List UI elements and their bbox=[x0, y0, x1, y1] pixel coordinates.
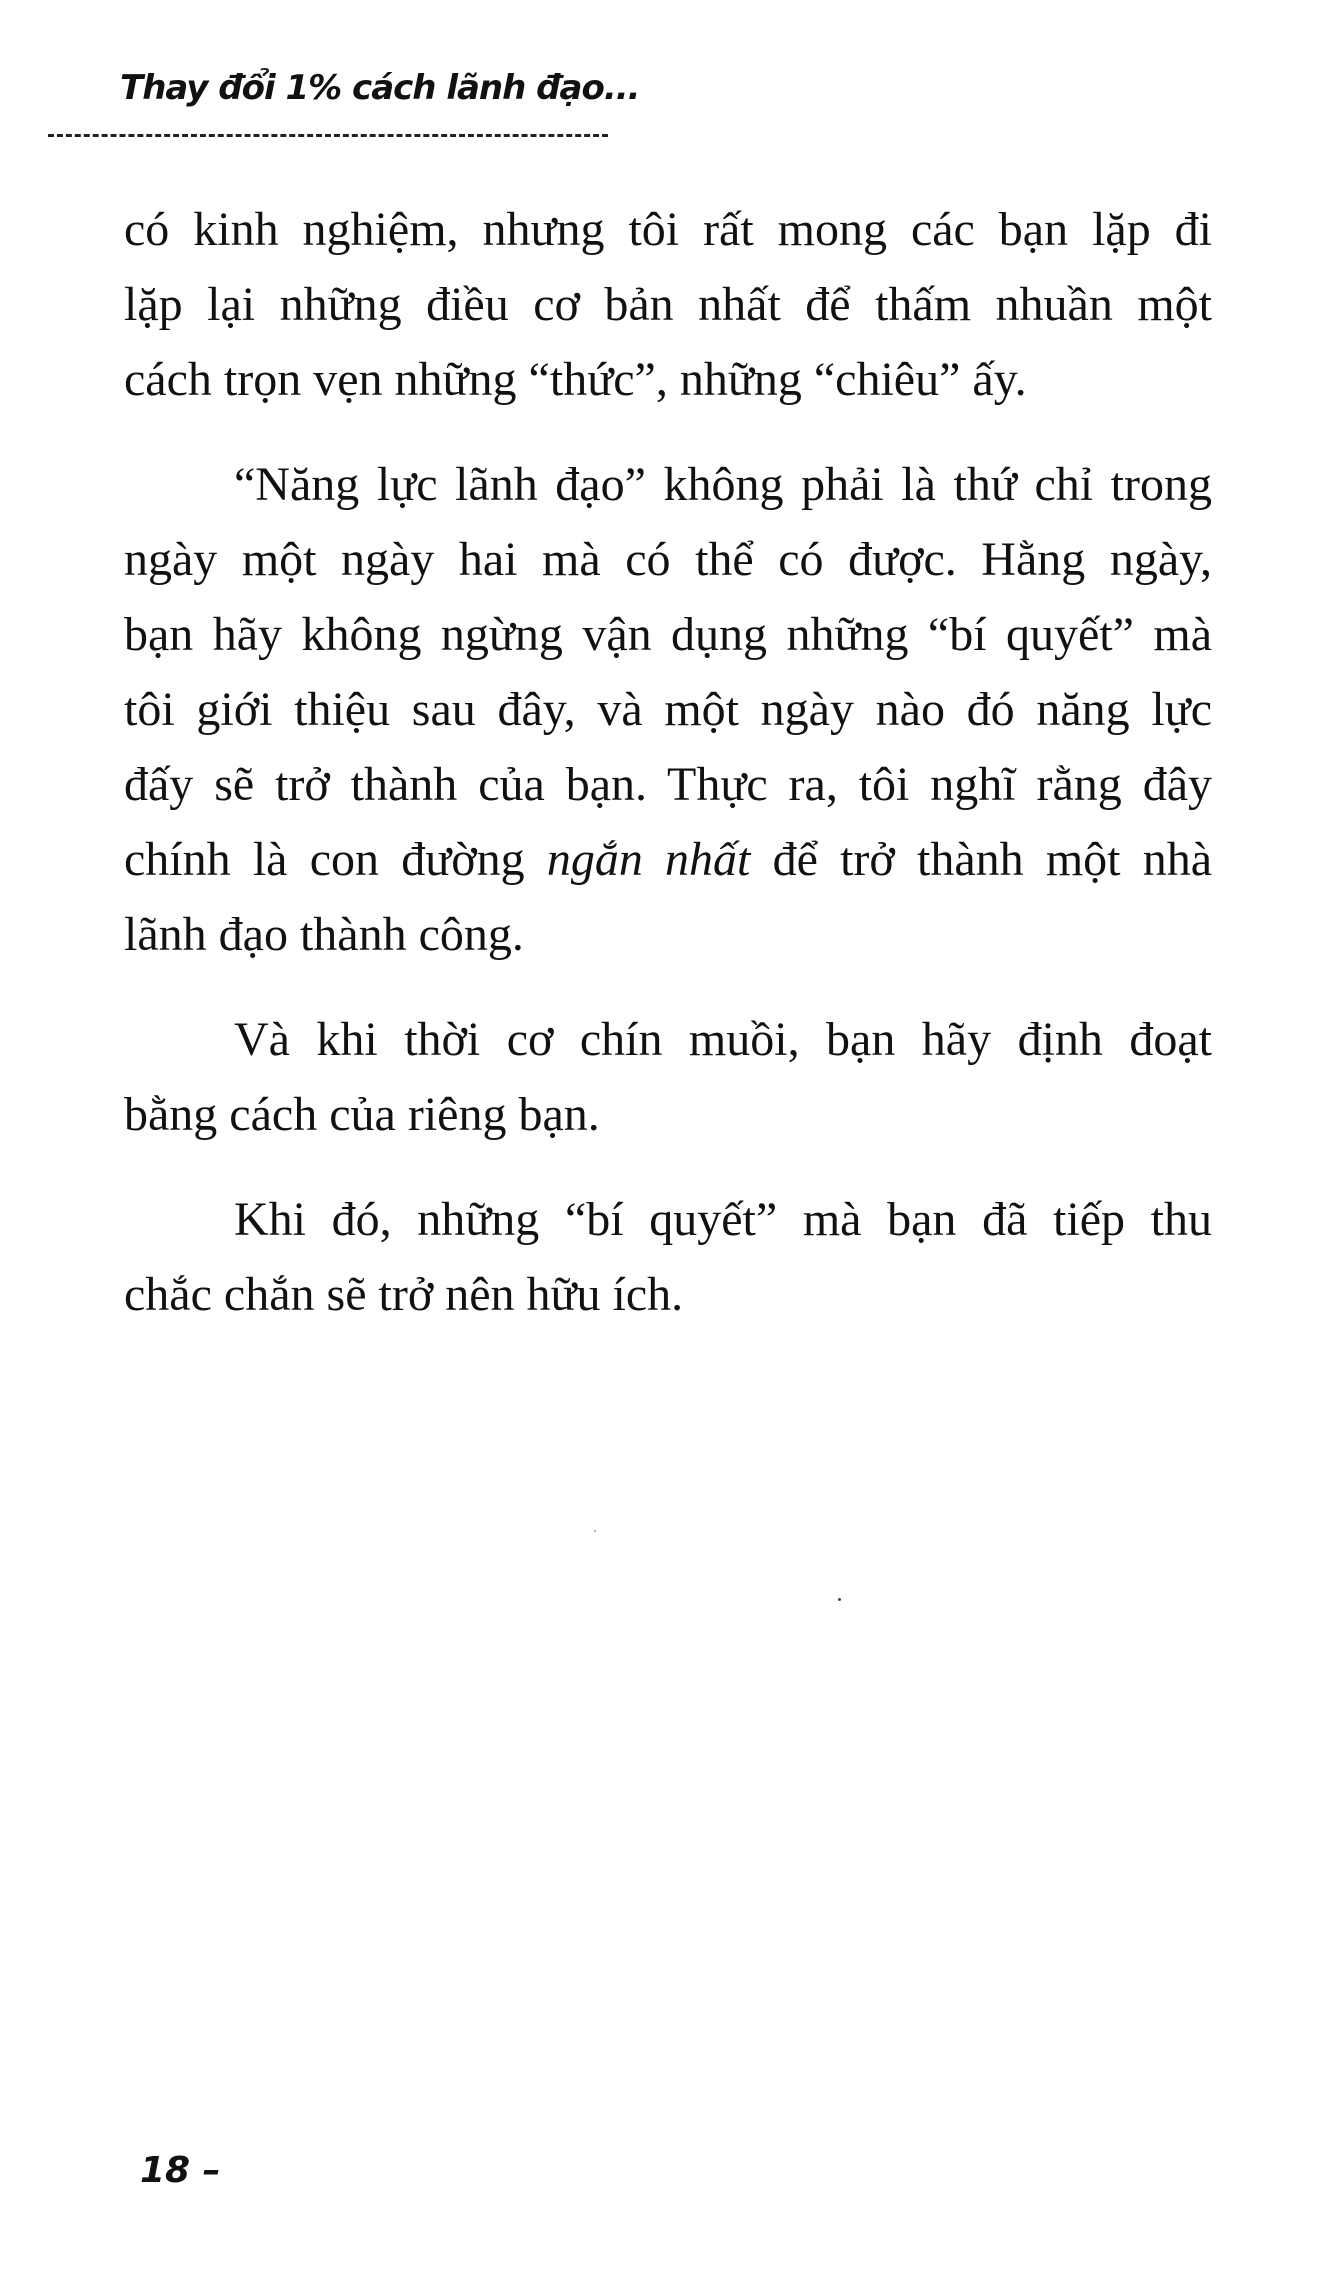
text-line: tôi giới thiệu sau đây, và một ngày nào đó năng lực bbox=[124, 683, 1212, 736]
scan-speck bbox=[838, 1598, 841, 1601]
page-number: 18 – bbox=[140, 2150, 221, 2191]
running-header-title: Thay đổi 1% cách lãnh đạo... bbox=[120, 68, 640, 108]
text-line: bạn hãy không ngừng vận dụng những “bí quyết” mà bbox=[124, 608, 1212, 661]
text-line: lặp lại những điều cơ bản nhất để thấm nhuần một bbox=[124, 278, 1212, 331]
text-line: “Năng lực lãnh đạo” không phải là thứ chỉ trong bbox=[234, 458, 1212, 511]
body-text bbox=[124, 192, 1212, 1362]
paragraph-4 bbox=[124, 1182, 1212, 1332]
text-line: lãnh đạo thành công. bbox=[124, 908, 524, 961]
text-line: Khi đó, những “bí quyết” mà bạn đã tiếp thu bbox=[234, 1193, 1212, 1246]
text-line: bằng cách của riêng bạn. bbox=[124, 1088, 600, 1141]
header-dashed-rule bbox=[48, 134, 608, 137]
scan-speck bbox=[594, 1530, 596, 1532]
line-segment: chính là con đường bbox=[124, 833, 547, 886]
text-line: Và khi thời cơ chín muồi, bạn hãy định đoạt bbox=[234, 1013, 1212, 1066]
paragraph-3 bbox=[124, 1002, 1212, 1152]
text-line: cách trọn vẹn những “thức”, những “chiêu” ấy. bbox=[124, 353, 1027, 406]
text-line: ngày một ngày hai mà có thể có được. Hằng ngày, bbox=[124, 533, 1212, 586]
emphasis-text: ngắn nhất bbox=[546, 833, 751, 886]
line-segment: để trở thành một nhà bbox=[750, 833, 1213, 886]
text-line: có kinh nghiệm, nhưng tôi rất mong các bạn lặp đi bbox=[124, 203, 1212, 256]
paragraph-1 bbox=[124, 192, 1212, 417]
text-line-with-emphasis bbox=[124, 822, 1212, 897]
text-line: chắc chắn sẽ trở nên hữu ích. bbox=[124, 1268, 684, 1321]
text-line: đấy sẽ trở thành của bạn. Thực ra, tôi nghĩ rằng đây bbox=[124, 758, 1212, 811]
paragraph-2 bbox=[124, 447, 1212, 972]
